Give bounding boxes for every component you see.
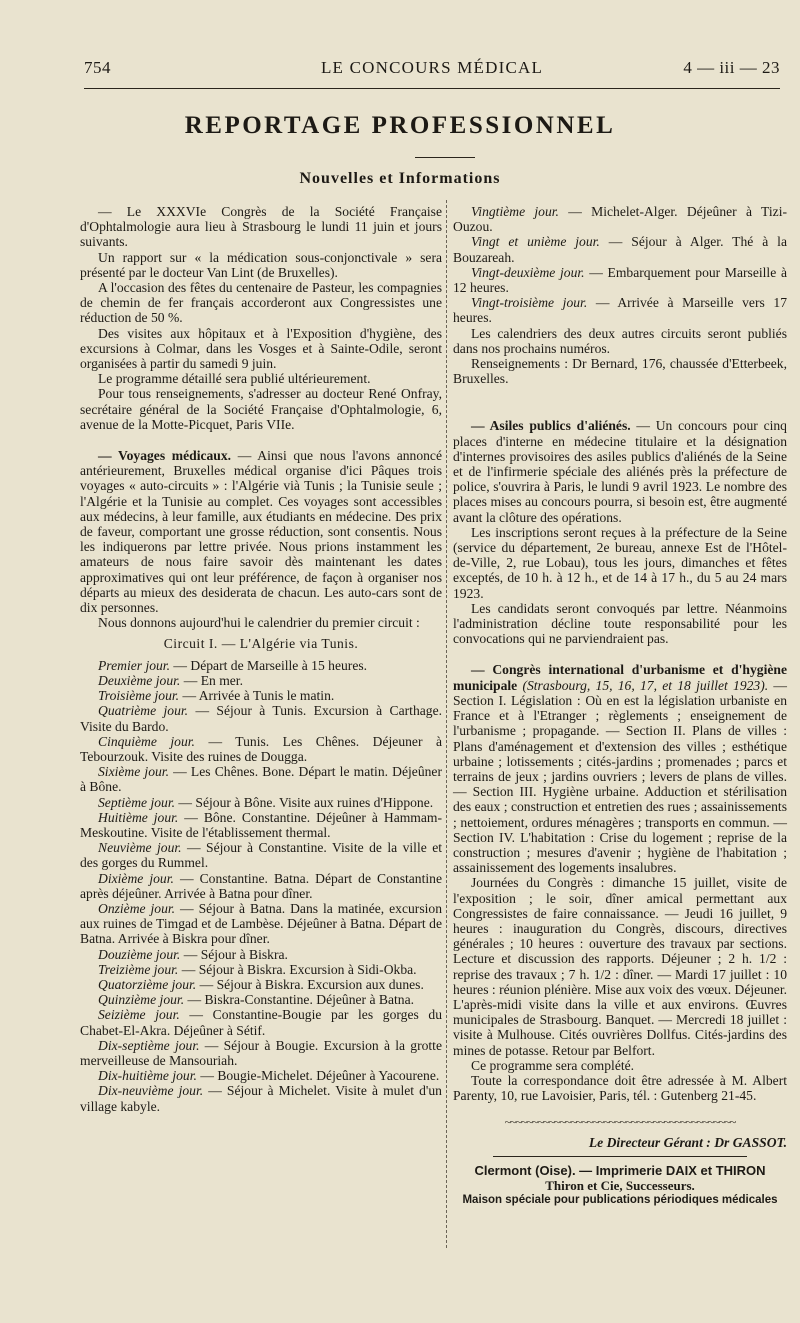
- itinerary-day: [80, 871, 442, 901]
- issue-date: 4 — iii — 23: [683, 58, 780, 77]
- day-label: Dix-neuvième jour.: [98, 1083, 204, 1099]
- circuit-title: Circuit I. — L'Algérie via Tunis.: [163, 636, 359, 652]
- left-column: [80, 204, 442, 1114]
- day-text: — Séjour à Constantine. Visite de la ville et des gorges du Rummel.: [80, 840, 442, 871]
- itinerary-day: [80, 840, 442, 870]
- day-label: Huitième jour.: [98, 809, 179, 825]
- itinerary-list: [80, 658, 442, 1114]
- day-text: — Embarquement pour Marseille à 12 heures.: [453, 264, 787, 296]
- article-paragraph: Les inscriptions seront reçues à la préfecture de la Seine (service du département, 2e bureau, annexe Est de l'Hôtel-de-Ville, 2, rue Lobau), tous les jours, dimanches et fêtes exceptés, de 10 h. à 12 h., et de 14 à 17 h., du 5 au 24 mars 1923.: [453, 524, 787, 601]
- day-text: — Séjour à Biskra. Excursion aux dunes.: [199, 976, 424, 992]
- signature-rule: [493, 1156, 747, 1157]
- day-label: Douzième jour.: [98, 946, 181, 962]
- day-label: Cinquième jour.: [98, 733, 195, 749]
- itinerary-day: [80, 795, 442, 810]
- itinerary-day: [80, 810, 442, 840]
- itinerary-day: [80, 1068, 442, 1083]
- day-text: — Tunis. Les Chênes. Déjeuner à Tebourzouk. Visite des ruines de Dougga.: [80, 733, 442, 764]
- article-paragraph: Le programme détaillé sera publié ultérieurement.: [98, 371, 371, 387]
- itinerary-day: [80, 688, 442, 703]
- itinerary-day: [80, 703, 442, 733]
- itinerary-day: [80, 1007, 442, 1037]
- article-text: — Section I. Législation : Où en est la législation urbaniste en France et à l'Etranger ; règlements ; enseignement de l'urbanisme ; propagande. — Section II. Plans de villes : Plans d'aménagement et d'extension des villes ; esthétique urbaine ; lotissements ; cités-jardins ; promenades ; parcs et terrains de jeux ; jardins ouvriers ; levers de plans de villes. — Section III. Hygiène urbaine. Adduction et stérilisation des eaux ; construction et entretien des rues ; assainissements ; nettoiement, ordures ménagères ; transports en commun. — Section IV. L'habitation : Crise du logement ; reprise de la construction ; mesures d'avenir ; hygiène de l'habitation ; assainissement des logements insalubres.: [453, 677, 788, 876]
- day-text: — Les Chênes. Bone. Départ le matin. Déjeûner à Bône.: [80, 764, 442, 795]
- day-label: Dix-septième jour.: [98, 1037, 200, 1053]
- itinerary-day: [80, 658, 442, 673]
- article-paragraph: — Le XXXVIe Congrès de la Société Française d'Ophtalmologie aura lieu à Strasbourg le lundi 11 juin et jours suivants.: [80, 204, 442, 250]
- itinerary-day: [80, 764, 442, 794]
- day-label: Vingt et unième jour.: [471, 234, 600, 250]
- day-label: Quatorzième jour.: [98, 976, 197, 992]
- day-text: — Séjour à Batna. Dans la matinée, excursion aux ruines de Timgad et de Lambèse. Déjeûner à Batna. Départ de Batna. Arrivée à Biskra pour dîner.: [80, 900, 442, 947]
- itinerary-day: [80, 977, 442, 992]
- itinerary-day: [80, 1083, 442, 1113]
- day-label: Quinzième jour.: [98, 992, 185, 1008]
- article-paragraph: [453, 662, 787, 875]
- day-text: — Michelet-Alger. Déjeûner à Tizi-Ouzou.: [453, 204, 787, 235]
- article-paragraph: [453, 418, 787, 524]
- day-text: — Constantine. Batna. Départ de Constantine après déjeûner. Arrivée à Batna pour dîner.: [80, 870, 442, 901]
- day-text: — Départ de Marseille à 15 heures.: [173, 657, 368, 673]
- article-paragraph: [80, 448, 442, 615]
- journal-title: LE CONCOURS MÉDICAL: [320, 58, 544, 77]
- article-heading: — Congrès international d'urbanisme et d'hygiène municipale: [453, 662, 787, 693]
- day-text: — Biskra-Constantine. Déjeûner à Batna.: [187, 992, 415, 1008]
- day-label: Vingtième jour.: [471, 204, 559, 219]
- itinerary-list: [453, 204, 787, 326]
- day-label: Vingt-deuxième jour.: [471, 264, 585, 280]
- printer-line: Thiron et Cie, Successeurs.: [545, 1177, 695, 1193]
- day-text: — Séjour à Tunis. Excursion à Carthage. Visite du Bardo.: [80, 703, 443, 734]
- article-text: — Un concours pour cinq places d'interne en médecine titulaire et la désignation d'internes provisoires des asiles publics d'aliénés de la Seine et de l'infirmerie spéciale des aliénés près la préfecture de police, s'ouvrira à Paris, le lundi 9 avril 1923. Le nombre des places mises au concours pourra, si besoin est, être augmenté avant la clôture des opérations.: [453, 418, 787, 525]
- day-text: — Séjour à Bougie. Excursion à la grotte merveilleuse de Mansouriah.: [80, 1037, 442, 1068]
- article-paragraph: Nous donnons aujourd'hui le calendrier du premier circuit :: [98, 615, 420, 631]
- article-paragraph: Renseignements : Dr Bernard, 176, chaussée d'Etterbeek, Bruxelles.: [453, 356, 787, 387]
- day-label: Quatrième jour.: [98, 703, 189, 719]
- itinerary-day: [80, 947, 442, 962]
- day-text: — Bône. Constantine. Déjeûner à Hammam-Meskoutine. Visite de l'établissement thermal.: [80, 809, 443, 840]
- printer-line: Maison spéciale pour publications périodiques médicales: [462, 1194, 778, 1207]
- article-text: — Ainsi que nous l'avons annoncé antérieurement, Bruxelles médical organise d'ici Pâques trois voyages « auto-circuits » : l'Algérie vià Tunis ; la Tunisie seule ; l'Algérie et la Tunisie au complet. Ces voyages sont accessibles aux médecins, à leur famille, aux étudiants en médecine. Des prix de faveur, comportant une grosse réduction, sont consentis. Nous les indiquerons par lettre privée. Nous prions instamment les amateurs de nous faire savoir dès maintenant les dates approximatives qui ont leur préférence, de façon à organiser nos départs au mieux des desiderata de chacun. Les auto-cars sont de dix personnes.: [80, 448, 442, 616]
- day-label: Dixième jour.: [98, 870, 174, 886]
- article-paragraph: Un rapport sur « la médication sous-conjonctivale » sera présenté par le docteur Van Lint (de Bruxelles).: [80, 249, 442, 280]
- section-title: REPORTAGE PROFESSIONNEL: [184, 112, 616, 139]
- day-text: — En mer.: [183, 672, 243, 688]
- day-label: Neuvième jour.: [98, 840, 182, 856]
- article-heading: — Asiles publics d'aliénés.: [471, 418, 631, 434]
- day-label: Onzième jour.: [98, 900, 176, 916]
- article-place: (Strasbourg, 15, 16, 17, et 18 juillet 1923).: [522, 677, 769, 693]
- article-paragraph: Les candidats seront convoqués par lettre. Néanmoins l'administration décline toute responsabilité pour les convocations qui ne parviendraient pas.: [453, 600, 787, 647]
- day-label: Troisième jour.: [98, 688, 180, 704]
- article-paragraph: Pour tous renseignements, s'adresser au docteur René Onfray, secrétaire général de la Société Française d'Ophtalmologie, 6, avenue de la Motte-Picquet, Paris VIIe.: [80, 386, 442, 432]
- ornamental-rule: ~~~~~~~~~~~~~~~~~~~~~~~~~~~~~~~~~~~~~~~~~~: [504, 1115, 736, 1130]
- itinerary-day: [453, 265, 787, 295]
- itinerary-day: [80, 901, 442, 947]
- section-subtitle: Nouvelles et Informations: [299, 170, 501, 187]
- signature: Le Directeur Gérant : Dr GASSOT.: [588, 1134, 787, 1150]
- day-label: Sixième jour.: [98, 764, 169, 780]
- article-paragraph: Des visites aux hôpitaux et à l'Exposition d'hygiène, des excursions à Colmar, dans les Vosges et à Sainte-Odile, seront organisées à partir du samedi 9 juin.: [80, 325, 442, 372]
- article-paragraph: Toute la correspondance doit être adressée à M. Albert Parenty, 10, rue Lavoisier, Paris, tél. : Gutenberg 21-45.: [453, 1072, 787, 1104]
- itinerary-day: [80, 992, 442, 1007]
- day-text: — Arrivée à Tunis le matin.: [182, 688, 335, 704]
- itinerary-day: [453, 234, 787, 264]
- day-text: — Bougie-Michelet. Déjeûner à Yacourene.: [200, 1068, 440, 1084]
- day-label: Vingt-troisième jour.: [471, 295, 588, 311]
- itinerary-day: [80, 734, 442, 764]
- printer-line: Clermont (Oise). — Imprimerie DAIX et THIRON: [474, 1162, 766, 1178]
- article-paragraph: A l'occasion des fêtes du centenaire de Pasteur, les compagnies de chemin de fer français accorderont aux Congressistes une réduction de 50 %.: [80, 280, 442, 326]
- day-label: Premier jour.: [98, 657, 170, 673]
- article-paragraph: Ce programme sera complété.: [471, 1057, 635, 1073]
- day-label: Septième jour.: [98, 794, 176, 810]
- day-text: — Séjour à Michelet. Visite à mulet d'un village kabyle.: [80, 1083, 442, 1114]
- right-column: [453, 204, 787, 1208]
- page-header: [84, 58, 780, 82]
- day-label: Treizième jour.: [98, 961, 179, 977]
- day-text: — Séjour à Biskra.: [183, 946, 288, 962]
- day-label: Seizième jour.: [98, 1007, 180, 1023]
- itinerary-day: [453, 295, 787, 325]
- itinerary-day: [453, 204, 787, 234]
- column-divider: [446, 200, 447, 1248]
- itinerary-day: [80, 962, 442, 977]
- day-label: Deuxième jour.: [98, 672, 181, 688]
- day-label: Dix-huitième jour.: [98, 1068, 197, 1084]
- day-text: — Séjour à Alger. Thé à la Bouzareah.: [453, 234, 787, 265]
- page-number: 754: [84, 58, 111, 77]
- header-rule: [84, 88, 780, 89]
- itinerary-day: [80, 673, 442, 688]
- day-text: — Séjour à Bône. Visite aux ruines d'Hippone.: [178, 794, 434, 810]
- day-text: — Arrivée à Marseille vers 17 heures.: [453, 295, 787, 326]
- article-heading: — Voyages médicaux.: [98, 448, 232, 464]
- title-rule: [415, 157, 475, 158]
- article-paragraph: Journées du Congrès : dimanche 15 juillet, visite de l'exposition ; le soir, dîner amical permettant aux Congressistes de faire connaissance. — Jeudi 16 juillet, 9 heures : inauguration du Congrès, discours, directives générales ; 10 heures : ouverture des travaux par sections. Lecture et discussion des rapports. Déjeuner ; 2 h. 1/2 : reprise des travaux ; 7 h. 1/2 : dîner. — Mardi 17 juillet : 10 heures : réunion plénière. Mise aux voix des vœux. Déjeuner. L'après-midi visite dans la ville et aux environs. Œuvres municipales de Strasbourg. Banquet. — Mercredi 18 juillet : visite à Mulhouse. Cités ouvrières Dollfus. Cités-jardins des mines de potasse. Retour par Belfort.: [453, 875, 787, 1058]
- day-text: — Séjour à Biskra. Excursion à Sidi-Okba.: [181, 961, 417, 977]
- day-text: — Constantine-Bougie par les gorges du Chabet-El-Akra. Déjeûner à Sétif.: [80, 1007, 443, 1038]
- itinerary-day: [80, 1038, 442, 1068]
- article-paragraph: Les calendriers des deux autres circuits seront publiés dans nos prochains numéros.: [453, 325, 787, 356]
